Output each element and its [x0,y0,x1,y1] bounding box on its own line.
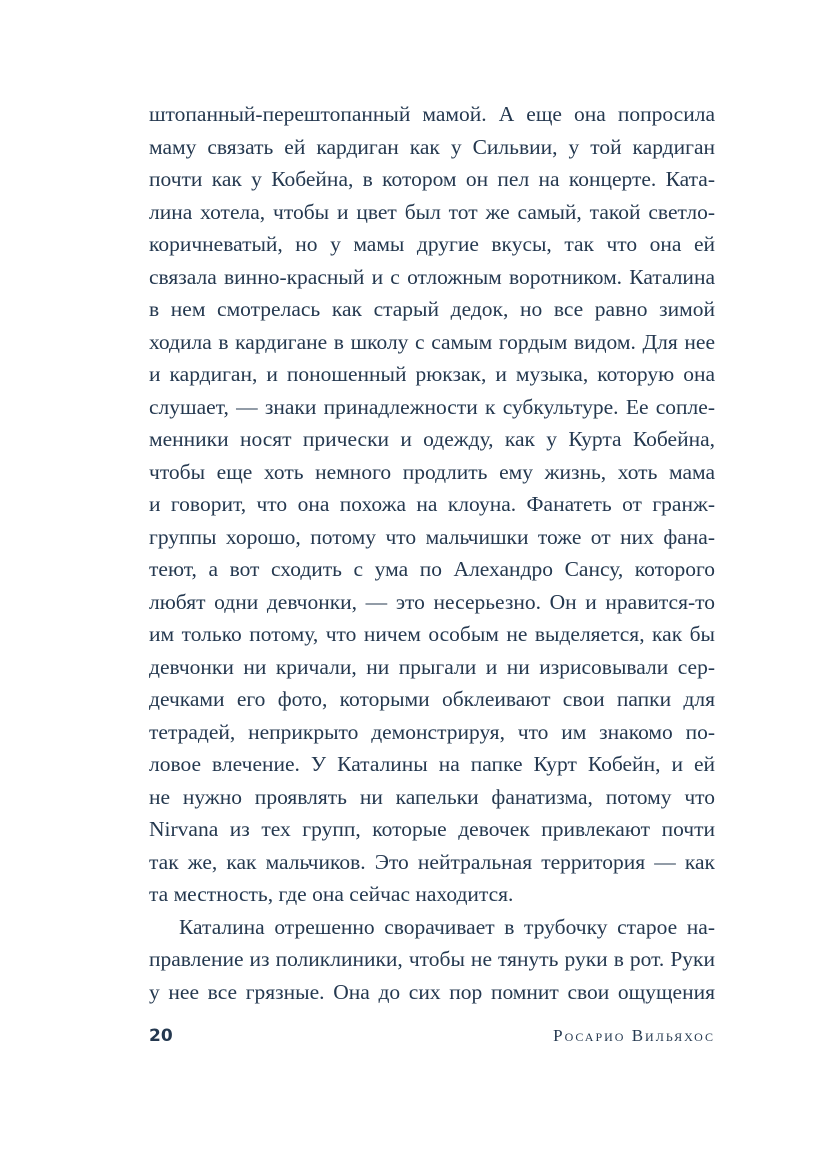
text-line: в нем смотрелась как старый дедок, но все равно зимой [149,297,715,321]
text-line: штопанный-перештопанный мамой. А еще она попросила [149,102,715,126]
text-line: девчонки ни кричали, ни прыгали и ни изрисовывали сер- [149,654,715,679]
running-footer-author: Росарио Вильяхос [553,1026,715,1045]
text-line: ходила в кардигане в школу с самым гордым видом. Для нее [149,329,715,354]
text-line: ловое влечение. У Каталины на папке Курт Кобейн, и ей [149,752,715,776]
text-line: и говорит, что она похожа на клоуна. Фанатеть от гранж- [149,492,715,516]
body-text [149,98,715,1008]
text-line: коричневатый, но у мамы другие вкусы, так что она ей [149,232,715,256]
text-line: правление из поликлиники, чтобы не тянуть руки в рот. Руки [149,947,715,971]
page-number: 20 [149,1026,173,1046]
text-line: слушает, — знаки принадлежности к субкультуре. Ее сопле- [149,394,715,419]
text-line: теют, а вот сходить с ума по Алехандро Сансу, которого [149,557,715,581]
text-line: Nirvana из тех групп, которые девочек привлекают почти [149,817,715,841]
text-line: дечками его фото, которыми обклеивают свои папки для [149,687,715,711]
text-line: группы хорошо, потому что мальчишки тоже от них фана- [149,524,715,549]
text-line: менники носят прически и одежду, как у Курта Кобейна, [149,427,715,451]
text-line: связала винно-красный и с отложным воротником. Каталина [149,264,715,289]
text-line: Каталина отрешенно сворачивает в трубочку старое на- [179,914,715,939]
text-line: у нее все грязные. Она до сих пор помнит свои ощущения [149,979,715,1004]
text-line: не нужно проявлять ни капельки фанатизма, потому что [149,784,715,809]
text-line: лина хотела, чтобы и цвет был тот же самый, такой светло- [149,199,715,224]
paragraph-2 [149,911,715,1009]
text-line: та местность, где она сейчас находится. [149,882,514,906]
text-line: и кардиган, и поношенный рюкзак, и музыка, которую она [149,362,715,386]
text-line: любят одни девчонки, — это несерьезно. Он и нравится-то [149,589,715,614]
text-line: им только потому, что ничем особым не выделяется, как бы [149,622,715,646]
paragraph-1 [149,98,715,911]
text-line: так же, как мальчиков. Это нейтральная территория — как [149,849,715,874]
text-line: почти как у Кобейна, в котором он пел на концерте. Ката- [149,167,715,191]
text-line: тетрадей, неприкрыто демонстрируя, что им знакомо по- [149,719,715,744]
text-line: чтобы еще хоть немного продлить ему жизнь, хоть мама [149,459,715,484]
text-line: маму связать ей кардиган как у Сильвии, у той кардиган [149,134,715,159]
